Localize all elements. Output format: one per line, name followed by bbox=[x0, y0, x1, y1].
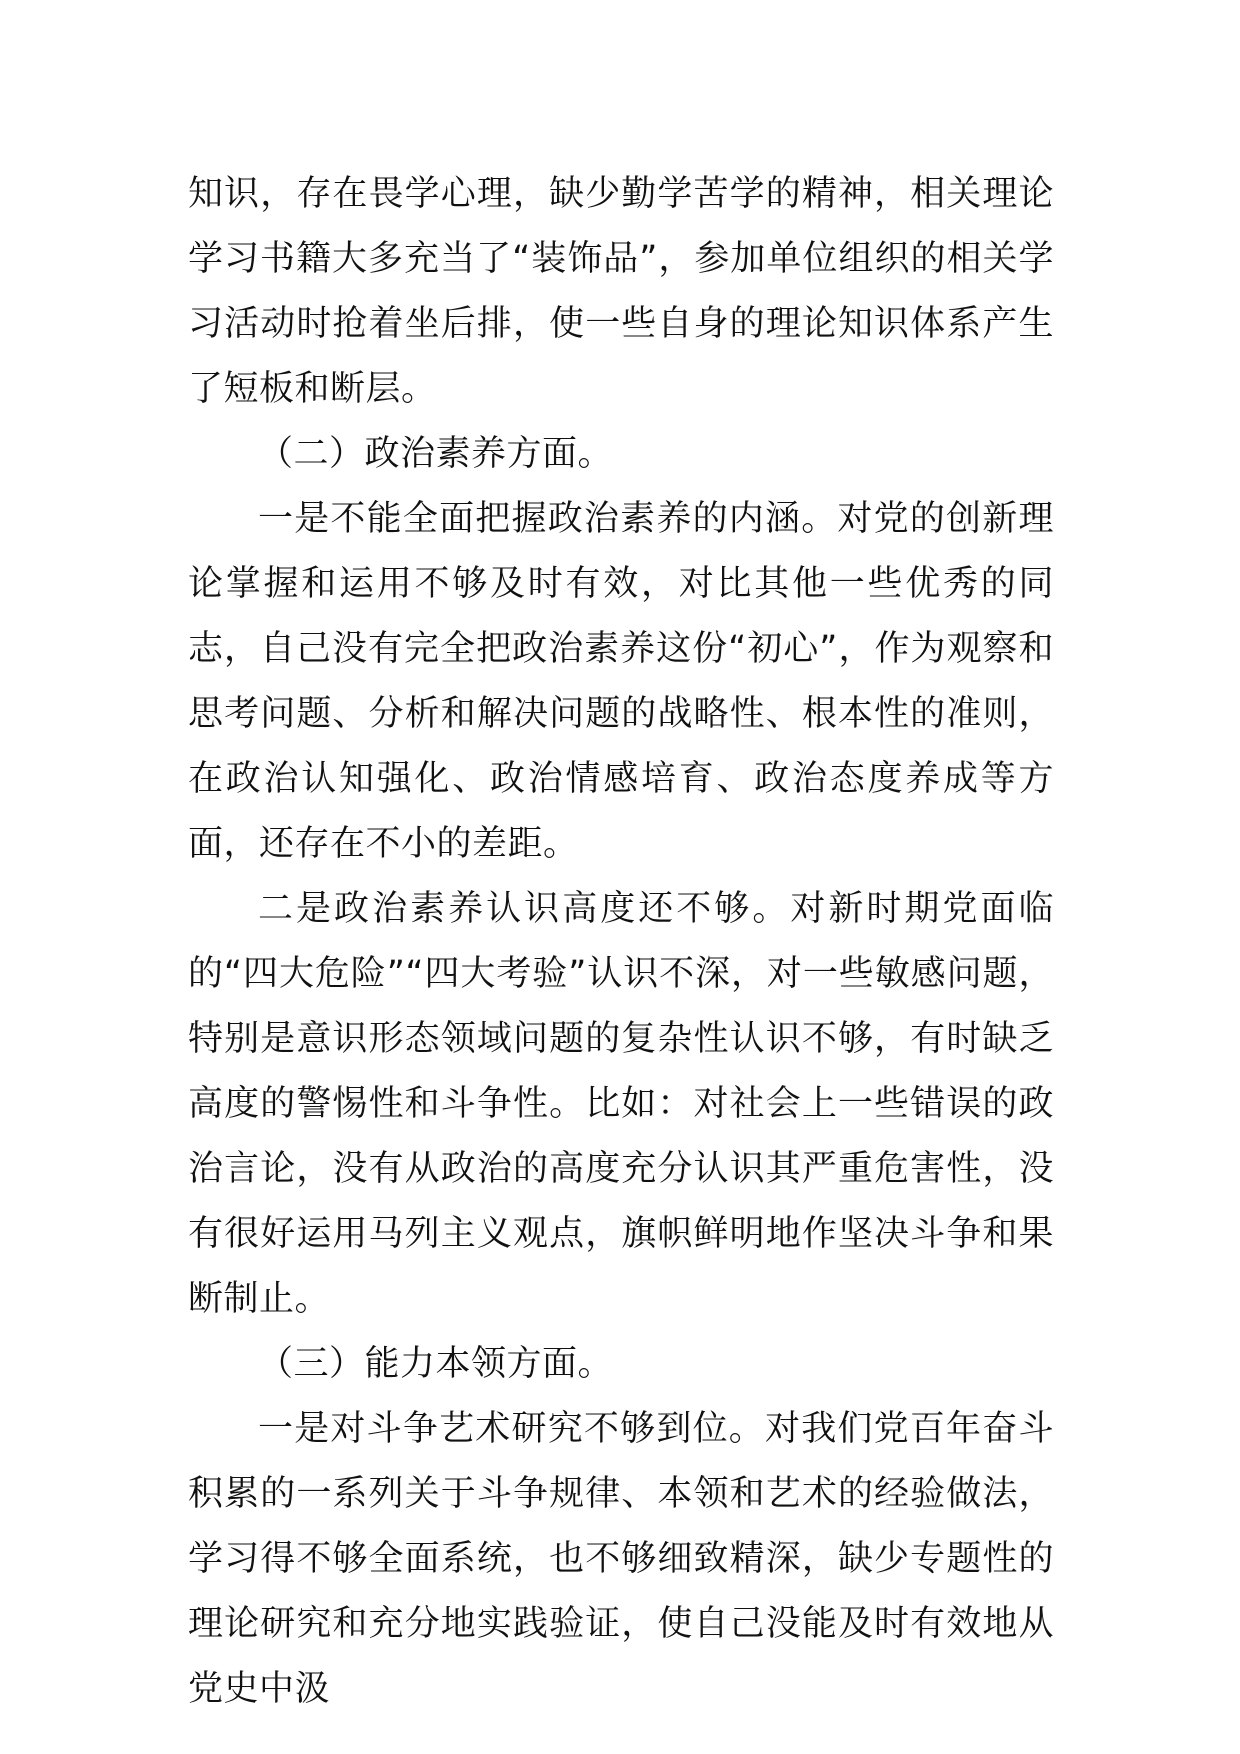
paragraph-capability-point-1: 一是对斗争艺术研究不够到位。对我们党百年奋斗积累的一系列关于斗争规律、本领和艺术的经验做法，学习得不够全面系统，也不够细致精深，缺少专题性的理论研究和充分地实践验证，使自己没能及时有效地从党史中汲 bbox=[188, 1409, 1054, 1709]
section-heading-political-literacy: （二）政治素养方面。 bbox=[258, 434, 614, 474]
paragraph-political-literacy-point-2: 二是政治素养认识高度还不够。对新时期党面临的“四大危险”“四大考验”认识不深，对一些敏感问题，特别是意识形态领域问题的复杂性认识不够，有时缺乏高度的警惕性和斗争性。比如：对社会上一些错误的政治言论，没有从政治的高度充分认识其严重危害性，没有很好运用马列主义观点，旗帜鲜明地作坚决斗争和果断制止。 bbox=[188, 889, 1054, 1319]
paragraph-continuation: 知识，存在畏学心理，缺少勤学苦学的精神，相关理论学习书籍大多充当了“装饰品”，参加单位组织的相关学习活动时抢着坐后排，使一些自身的理论知识体系产生了短板和断层。 bbox=[188, 174, 1054, 409]
document-body bbox=[188, 162, 1054, 1722]
paragraph-political-literacy-point-1: 一是不能全面把握政治素养的内涵。对党的创新理论掌握和运用不够及时有效，对比其他一些优秀的同志，自己没有完全把政治素养这份“初心”，作为观察和思考问题、分析和解决问题的战略性、根本性的准则，在政治认知强化、政治情感培育、政治态度养成等方面，还存在不小的差距。 bbox=[188, 499, 1054, 864]
section-heading-capability: （三）能力本领方面。 bbox=[258, 1344, 614, 1384]
